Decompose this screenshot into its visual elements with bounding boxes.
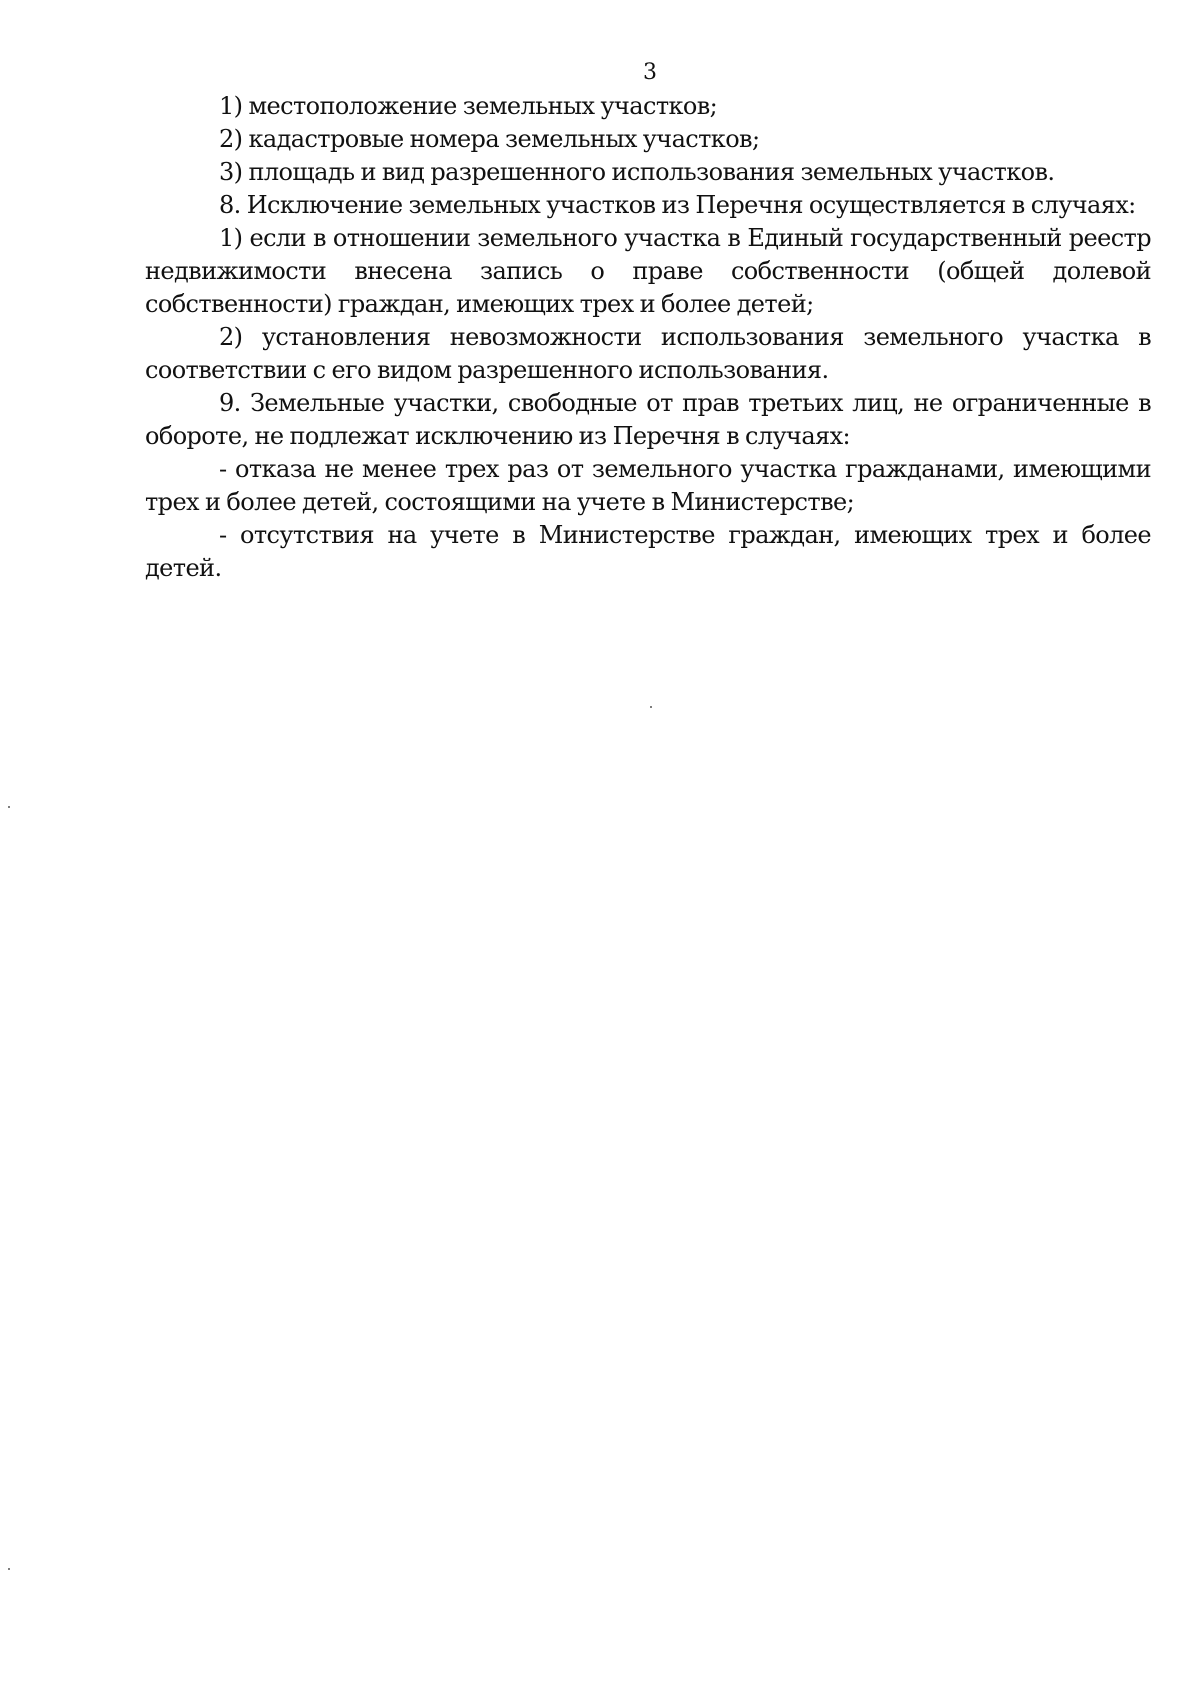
scan-speck <box>8 1568 10 1570</box>
clause-9-item-absence: - отсутствия на учете в Министерстве граждан, имеющих трех и более детей. <box>145 521 1151 582</box>
clause-8-item-1: 1) если в отношении земельного участка в Единый государственный реестр недвижимости внесена запись о праве собственности (общей долевой собственности) граждан, имеющих трех и более детей; <box>145 224 1151 318</box>
scan-speck <box>8 806 10 808</box>
list-item-cadastral-numbers: 2) кадастровые номера земельных участков; <box>219 125 760 153</box>
clause-9-heading: 9. Земельные участки, свободные от прав третьих лиц, не ограниченные в обороте, не подлежат исключению из Перечня в случаях: <box>145 389 1151 450</box>
list-item-area-and-use: 3) площадь и вид разрешенного использования земельных участков. <box>219 158 1055 186</box>
clause-9-item-refusal: - отказа не менее трех раз от земельного участка гражданами, имеющими трех и более детей, состоящими на учете в Министерстве; <box>145 455 1151 516</box>
clause-8-heading: 8. Исключение земельных участков из Перечня осуществляется в случаях: <box>219 191 1136 219</box>
document-body <box>145 90 1151 585</box>
scan-speck <box>650 706 652 708</box>
list-item-location: 1) местоположение земельных участков; <box>219 92 718 120</box>
clause-8-item-2: 2) установления невозможности использования земельного участка в соответствии с его видом разрешенного использования. <box>145 323 1151 384</box>
page-number: 3 <box>643 60 657 85</box>
